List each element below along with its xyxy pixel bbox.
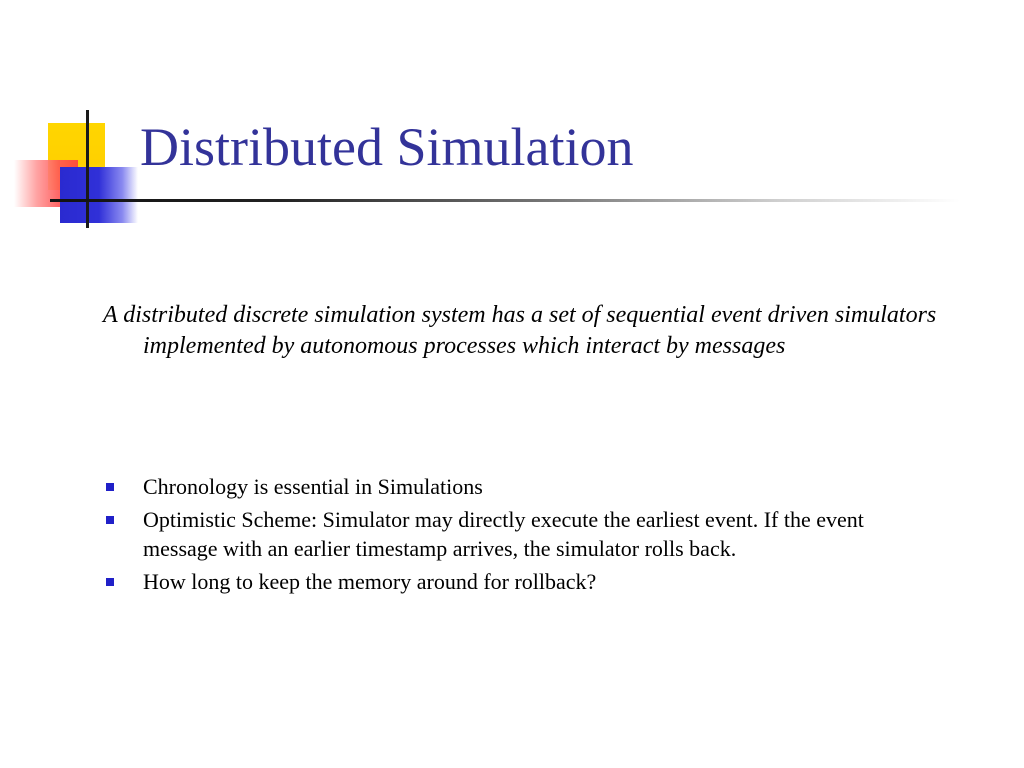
intro-paragraph: A distributed discrete simulation system has a set of sequential event driven simulators implemented by autonomous processes which interact by messages xyxy=(103,302,937,359)
list-item xyxy=(103,567,933,596)
title-underline-rule xyxy=(50,199,960,202)
square-bullet-icon xyxy=(106,516,114,524)
square-bullet-icon xyxy=(106,483,114,491)
list-item-text: Optimistic Scheme: Simulator may directly execute the earliest event. If the event message with an earlier timestamp arrives, the simulator rolls back. xyxy=(143,507,864,561)
square-bullet-icon xyxy=(106,578,114,586)
list-item xyxy=(103,505,933,563)
logo-blue-square xyxy=(60,167,138,223)
list-item xyxy=(103,472,933,501)
bullet-list xyxy=(103,472,933,600)
logo-vertical-line xyxy=(86,110,89,228)
list-item-text: Chronology is essential in Simulations xyxy=(143,474,483,499)
list-item-text: How long to keep the memory around for rollback? xyxy=(143,569,597,594)
slide-title: Distributed Simulation xyxy=(140,117,634,177)
